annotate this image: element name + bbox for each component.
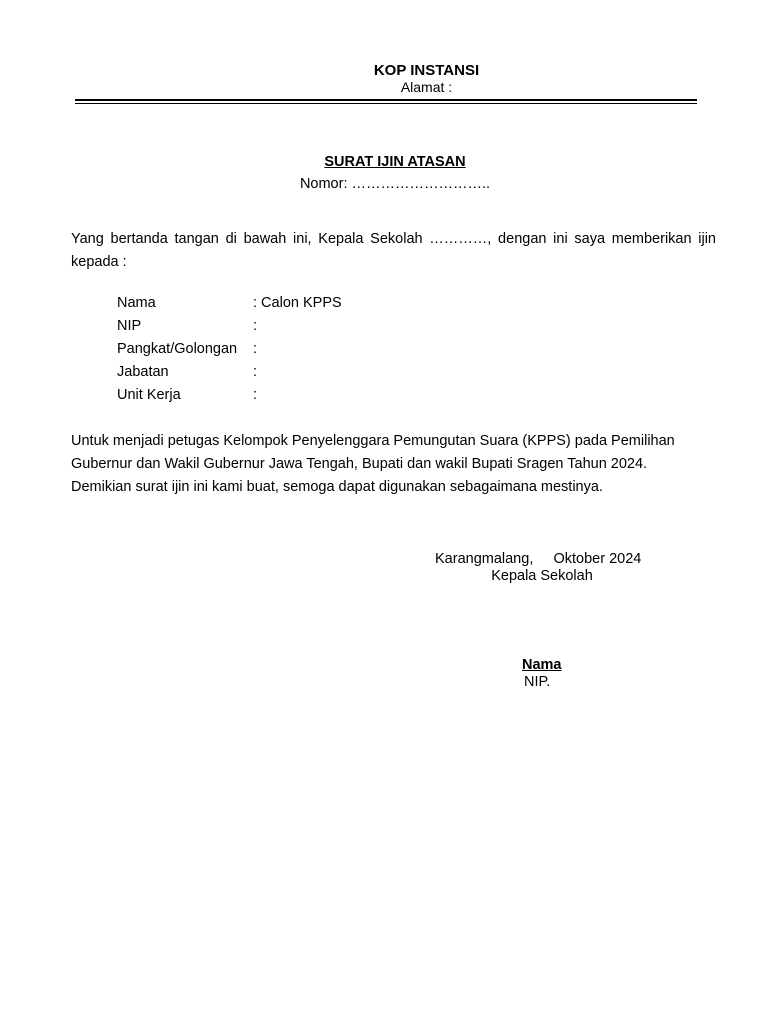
signer-nip: NIP.: [524, 674, 551, 690]
field-value: :: [253, 364, 258, 380]
field-row-unit-kerja: [117, 386, 342, 409]
purpose-paragraph: Untuk menjadi petugas Kelompok Penyelenggara Pemungutan Suara (KPPS) pada Pemilihan Gubernur dan Wakil Gubernur Jawa Tengah, Bupati dan wakil Bupati Sragen Tahun 2024.: [71, 433, 675, 472]
field-row-jabatan: [117, 363, 342, 386]
field-value: :: [253, 341, 258, 357]
signer-role: Kepala Sekolah: [491, 568, 593, 584]
field-row-nip: [117, 317, 342, 340]
identity-fields: [117, 294, 342, 409]
field-value: : Calon KPPS: [253, 295, 342, 311]
header-rule-thin: [75, 103, 697, 104]
header-rule-thick: [75, 99, 697, 101]
institution-address: Alamat :: [400, 79, 453, 95]
place-date: Karangmalang, Oktober 2024: [435, 551, 642, 567]
body-paragraphs: [71, 430, 731, 499]
closing-paragraph: Demikian surat ijin ini kami buat, semoga dapat digunakan sebagaimana mestinya.: [71, 479, 603, 495]
field-value: :: [253, 387, 258, 403]
letter-number: Nomor: ………………………..: [299, 176, 491, 192]
field-value: :: [253, 318, 258, 334]
institution-header: KOP INSTANSI: [373, 62, 480, 79]
signature-block: [435, 551, 655, 584]
intro-paragraph: Yang bertanda tangan di bawah ini, Kepala Sekolah …………, dengan ini saya memberikan ijin kepada :: [71, 231, 716, 270]
field-label: Pangkat/Golongan: [117, 341, 238, 357]
field-row-nama: [117, 294, 342, 317]
field-label: Nama: [117, 295, 156, 311]
signer-name: Nama: [522, 657, 562, 673]
field-label: Unit Kerja: [117, 387, 181, 403]
field-row-pangkat: [117, 340, 342, 363]
field-label: Jabatan: [117, 364, 169, 380]
field-label: NIP: [117, 318, 142, 334]
letter-title: SURAT IJIN ATASAN: [324, 154, 466, 170]
